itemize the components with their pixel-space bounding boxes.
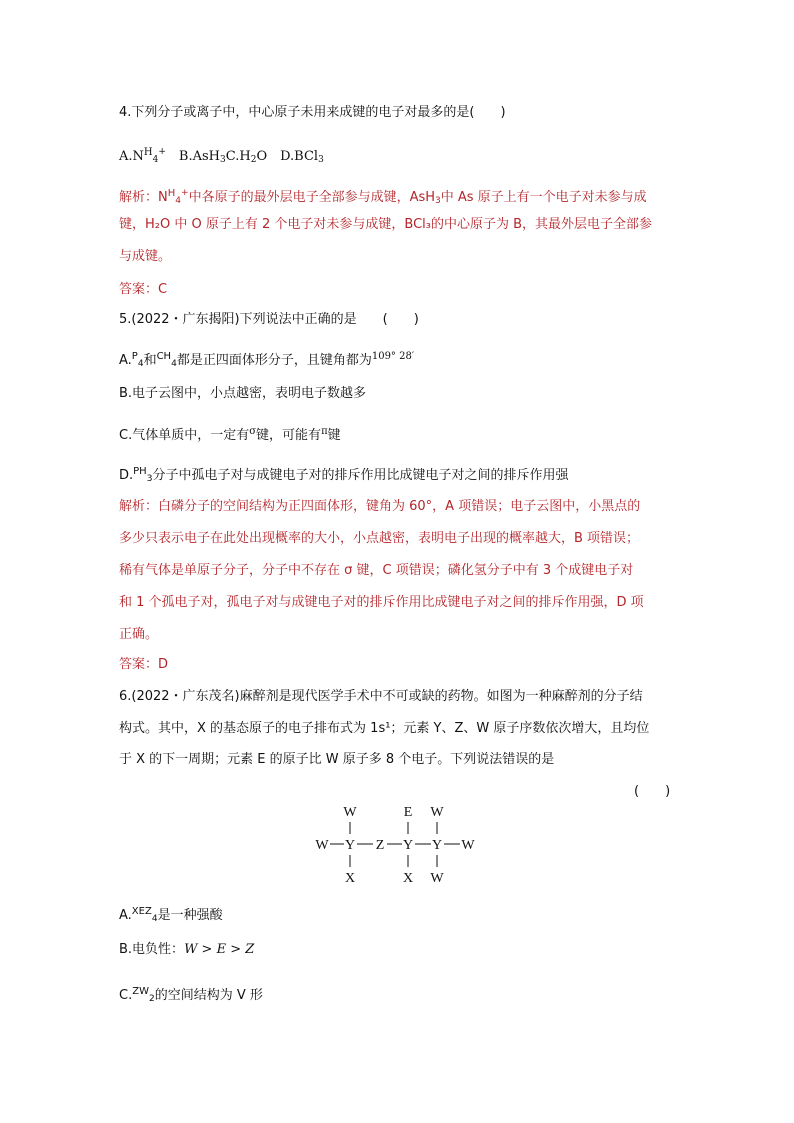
atom-w-top-2: W xyxy=(430,805,444,820)
question-5-stem: 5.(2022・广东揭阳)下列说法中正确的是 ( ) xyxy=(119,312,419,327)
question-5-analysis-line-1: 解析：白磷分子的空间结构为正四面体形，键角为 60°，A 项错误；电子云图中，小黑点的 xyxy=(119,499,641,514)
atom-z: Z xyxy=(375,838,385,853)
question-5-analysis-line-4: 和 1 个孤电子对，孤电子对与成键电子对的排斥作用比成键电子对之间的排斥作用强，D 项 xyxy=(119,595,644,610)
question-5-analysis-line-3: 稀有气体是单原子分子，分子中不存在 σ 键，C 项错误；磷化氢分子中有 3 个成键电子对 xyxy=(119,563,634,578)
question-5-option-b: B.电子云图中，小点越密，表明电子数越多 xyxy=(119,386,367,401)
option-d: O D.BCl xyxy=(256,149,319,164)
option-a-prefix: A.N xyxy=(119,149,144,164)
question-6-option-a: A.$^{XEZ}_4$是一种强酸 xyxy=(119,906,223,924)
question-4-analysis-line-1: 解析：$N^H_4^+$中各原子的最外层电子全部参与成键，AsH$_3$中 As 原子上有一个电子对未参与成 xyxy=(119,188,647,206)
option-c: C.H xyxy=(225,149,251,164)
question-6-stem-line-1: 6.(2022・广东茂名)麻醉剂是现代医学手术中不可或缺的药物。如图为一种麻醉剂的分子结 xyxy=(119,689,643,704)
atom-w-top-1: W xyxy=(343,805,357,820)
question-5-answer: 答案：D xyxy=(119,657,169,672)
question-5-analysis-line-5: 正确。 xyxy=(119,627,159,642)
atom-w-bottom: W xyxy=(430,871,444,886)
question-6-option-c: C.$^{ZW}_2$的空间结构为 V 形 xyxy=(119,986,263,1004)
nh4-formula: $^H_4$+ xyxy=(143,147,166,165)
question-6-stem-line-2: 构式。其中，X 的基态原子的电子排布式为 1s¹；元素 Y、Z、W 原子序数依次增大，且均位 xyxy=(119,721,650,736)
atom-y-1: Y xyxy=(344,838,356,853)
question-4-analysis-line-3: 与成键。 xyxy=(119,249,172,264)
atom-x-bottom-1: X xyxy=(344,871,356,886)
question-4-answer: 答案：C xyxy=(119,282,168,297)
atom-x-bottom-2: X xyxy=(402,871,414,886)
atom-e-top: E xyxy=(403,805,413,820)
question-4-options: $A.N^H_4^+$ $B.AsH_3C.H_2O$ D.BCl$_3$ xyxy=(119,147,324,165)
molecular-structure-diagram xyxy=(310,800,490,890)
question-6-option-b: B.电负性：W > E > Z xyxy=(119,942,255,957)
answer-parentheses: ( ) xyxy=(634,784,671,799)
question-5-option-a: A.$^P_4$和$^{CH}_4$都是正四面体形分子，且键角都为$^{109^\circ 28'}$ xyxy=(119,351,415,369)
question-4-stem: 4.下列分子或离子中，中心原子未用来成键的电子对最多的是( ) xyxy=(119,105,506,120)
question-5-option-c: C.气体单质中，一定有$^\sigma$键，可能有$^\pi$键 xyxy=(119,426,341,443)
question-4-analysis-line-2: 键，H₂O 中 O 原子上有 2 个电子对未参与成键，BCl₃的中心原子为 B，其最外层电子全部参 xyxy=(119,217,653,232)
question-6-stem-line-3: 于 X 的下一周期；元素 E 的原子比 W 原子多 8 个电子。下列说法错误的是 xyxy=(119,752,555,767)
atom-w-right: W xyxy=(461,838,475,853)
question-5-option-d: D.$^{PH}_3$分子中孤电子对与成键电子对的排斥作用比成键电子对之间的排斥作用强 xyxy=(119,466,569,484)
question-5-analysis-line-2: 多少只表示电子在此处出现概率的大小，小点越密，表明电子出现的概率越大，B 项错误； xyxy=(119,531,640,546)
atom-y-2: Y xyxy=(402,838,414,853)
atom-w-left: W xyxy=(315,838,329,853)
atom-y-3: Y xyxy=(431,838,443,853)
option-b: B.AsH xyxy=(165,149,221,164)
